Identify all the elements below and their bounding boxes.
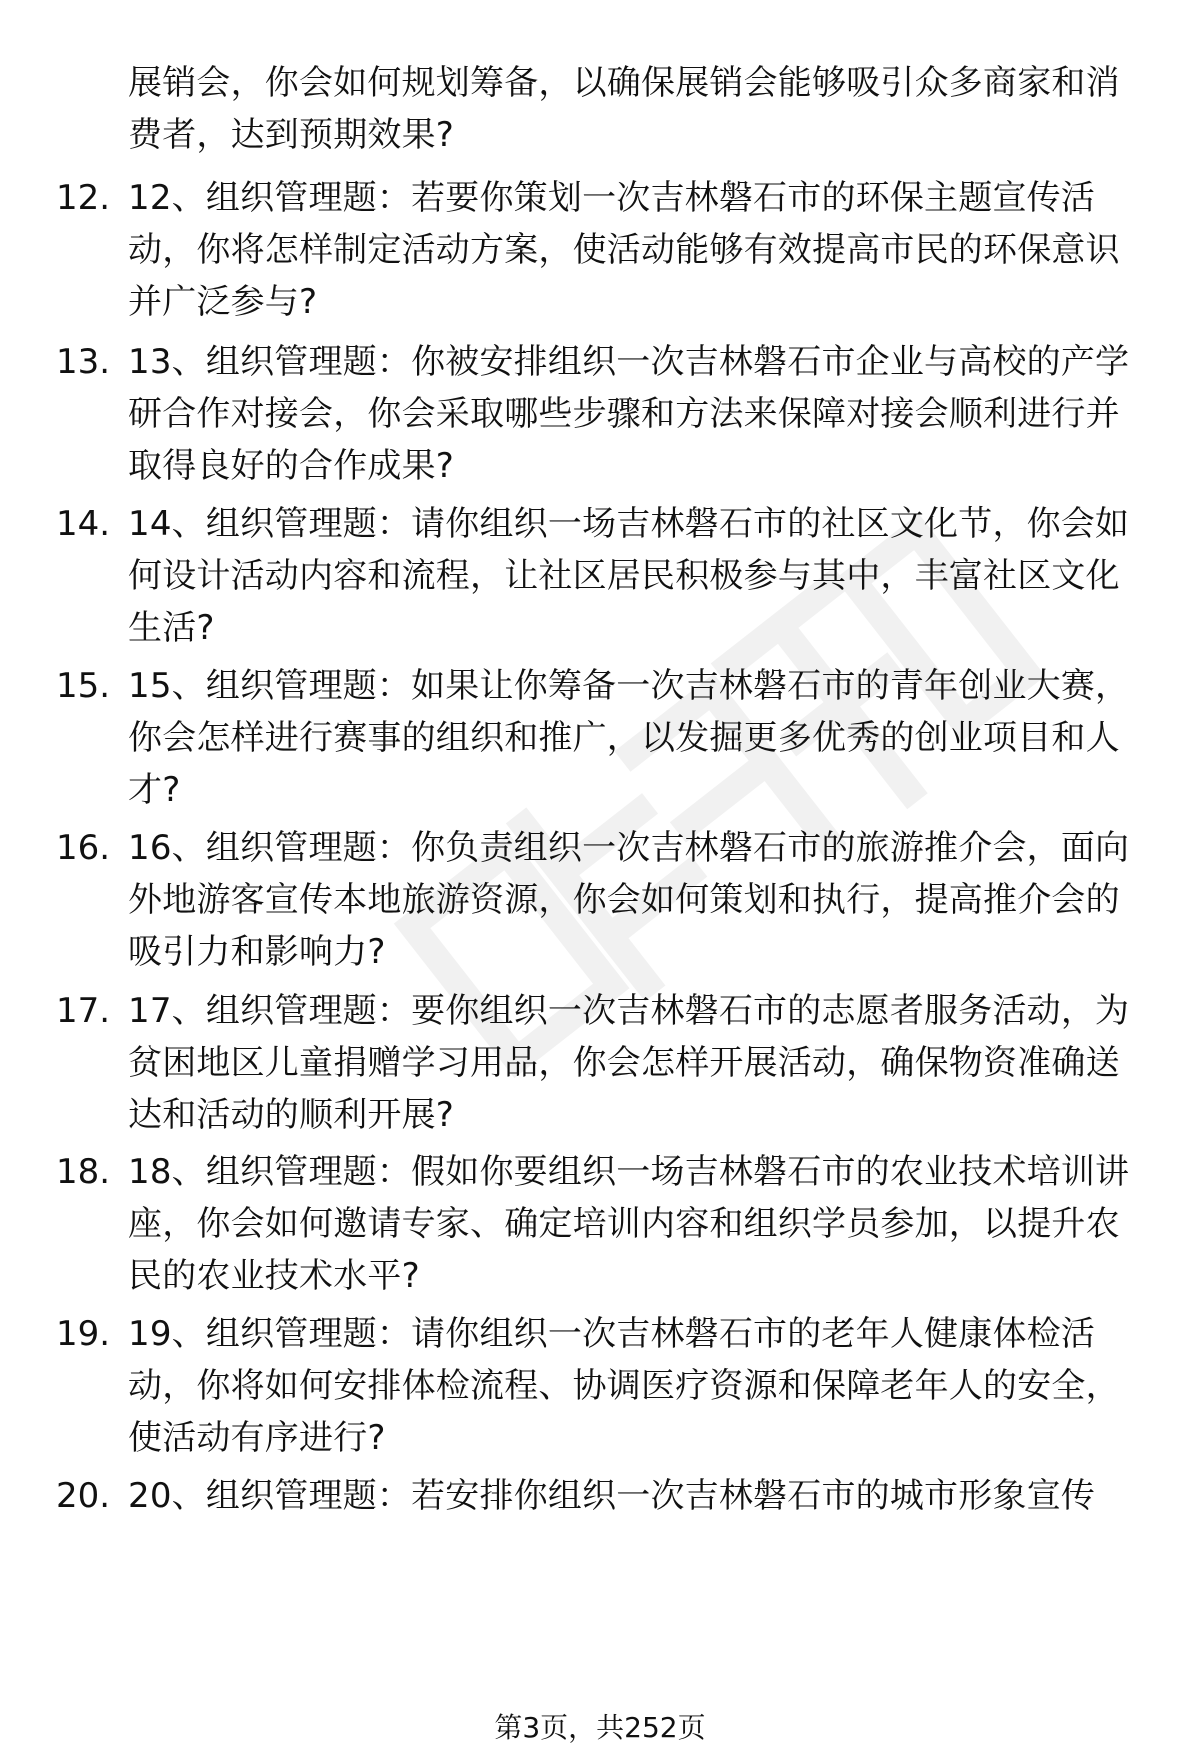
item-text: 13、组织管理题：你被安排组织一次吉林磐石市企业与高校的产学研合作对接会，你会采取哪些步骤和方法来保障对接会顺利进行并取得良好的合作成果? <box>128 342 1130 486</box>
item-text: 15、组织管理题：如果让你筹备一次吉林磐石市的青年创业大赛，你会怎样进行赛事的组织和推广，以发掘更多优秀的创业项目和人才? <box>128 666 1130 810</box>
item-number: 18. <box>56 1152 111 1192</box>
item-number: 13. <box>56 342 111 382</box>
item-text: 20、组织管理题：若安排你组织一次吉林磐石市的城市形象宣传 <box>128 1476 1096 1516</box>
item-number: 20. <box>56 1476 111 1516</box>
item-number: 14. <box>56 504 111 544</box>
item-text: 12、组织管理题：若要你策划一次吉林磐石市的环保主题宣传活动，你将怎样制定活动方案，使活动能够有效提高市民的环保意识并广泛参与? <box>128 178 1120 322</box>
item-number: 19. <box>56 1314 111 1354</box>
item-number: 15. <box>56 666 111 706</box>
item-text: 19、组织管理题：请你组织一次吉林磐石市的老年人健康体检活动，你将如何安排体检流程、协调医疗资源和保障老年人的安全，使活动有序进行? <box>128 1314 1120 1458</box>
item-text: 17、组织管理题：要你组织一次吉林磐石市的志愿者服务活动，为贫困地区儿童捐赠学习用品，你会怎样开展活动，确保物资准确送达和活动的顺利开展? <box>128 991 1130 1135</box>
continuation-text: 展销会，你会如何规划筹备，以确保展销会能够吸引众多商家和消费者，达到预期效果? <box>128 63 1120 155</box>
page-number-footer: 第3页，共252页 <box>494 1711 706 1744</box>
item-text: 14、组织管理题：请你组织一场吉林磐石市的社区文化节，你会如何设计活动内容和流程，让社区居民积极参与其中，丰富社区文化生活? <box>128 504 1130 648</box>
item-number: 16. <box>56 828 111 868</box>
item-number: 17. <box>56 991 111 1031</box>
item-text: 16、组织管理题：你负责组织一次吉林磐石市的旅游推介会，面向外地游客宣传本地旅游资源，你会如何策划和执行，提高推介会的吸引力和影响力? <box>128 828 1130 972</box>
item-number: 12. <box>56 178 111 218</box>
item-text: 18、组织管理题：假如你要组织一场吉林磐石市的农业技术培训讲座，你会如何邀请专家、确定培训内容和组织学员参加，以提升农民的农业技术水平? <box>128 1152 1130 1296</box>
